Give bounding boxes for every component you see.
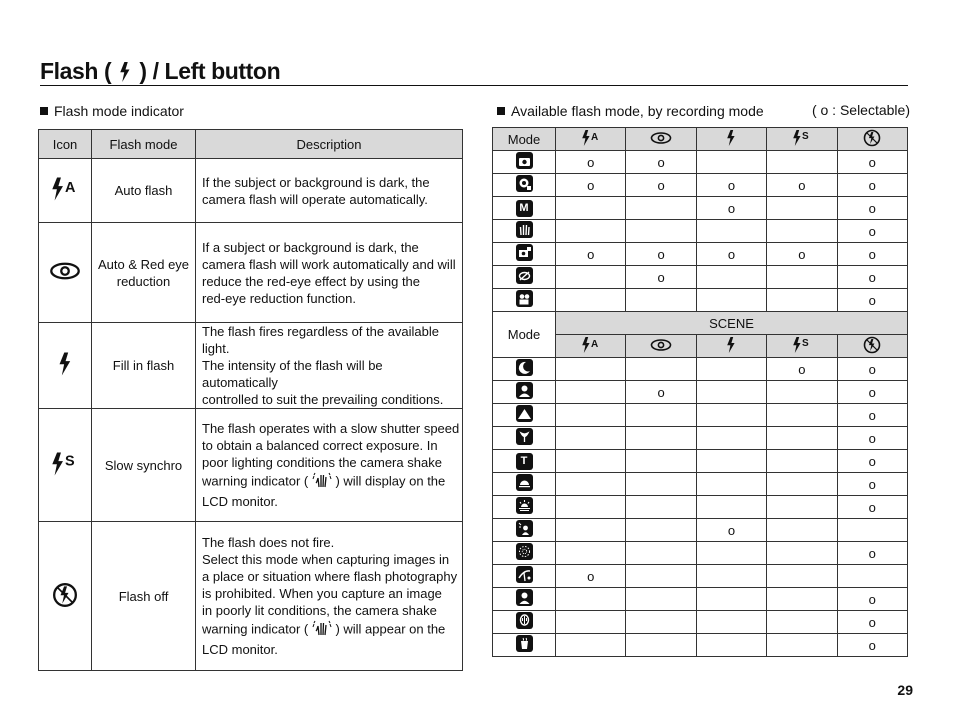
mode-icon-cell — [493, 266, 556, 289]
mode-row — [493, 427, 908, 450]
selectable-cell: o — [837, 611, 907, 634]
selectable-cell: o — [837, 427, 907, 450]
selectable-cell — [767, 473, 837, 496]
firework-icon — [516, 543, 533, 563]
flash-mode-label: Auto & Red eye — [97, 256, 190, 272]
mode-icon-cell — [493, 519, 556, 542]
selectable-cell — [767, 542, 837, 565]
flash-mode-row — [39, 223, 463, 323]
selectable-cell — [767, 151, 837, 174]
selectable-cell: o — [626, 381, 696, 404]
selectable-cell: o — [767, 243, 837, 266]
col-header-flash-mode: Flash mode — [92, 130, 196, 159]
selectable-cell: o — [837, 151, 907, 174]
selectable-cell: o — [696, 243, 766, 266]
selectable-cell: o — [837, 174, 907, 197]
selectable-cell: o — [556, 565, 626, 588]
sunset-icon — [516, 474, 533, 494]
flash-column-header — [626, 335, 696, 358]
fill-flash-icon — [118, 61, 132, 88]
selectable-cell: o — [556, 174, 626, 197]
page-number: 29 — [897, 682, 913, 698]
title-prefix: Flash ( — [40, 58, 112, 84]
bullet-square-icon — [497, 107, 505, 115]
selectable-cell: o — [837, 197, 907, 220]
mode-icon-cell — [493, 427, 556, 450]
selectable-cell: o — [696, 519, 766, 542]
selectable-cell — [767, 381, 837, 404]
description-cell — [196, 323, 463, 409]
portrait-icon — [516, 382, 533, 402]
flash-column-header — [767, 128, 837, 151]
selectable-cell — [556, 220, 626, 243]
icon-cell — [39, 223, 92, 323]
col-header-icon: Icon — [39, 130, 92, 159]
description-cell — [196, 223, 463, 323]
selectable-cell — [626, 450, 696, 473]
selectable-cell — [626, 473, 696, 496]
selectable-cell — [626, 427, 696, 450]
selectable-cell: o — [837, 358, 907, 381]
flash-mode-cell — [92, 522, 196, 671]
selectable-cell — [556, 542, 626, 565]
selectable-cell — [556, 427, 626, 450]
col-header-description: Description — [196, 130, 463, 159]
cafe-icon — [516, 635, 533, 655]
page-title — [40, 58, 280, 88]
mode-icon-cell — [493, 473, 556, 496]
selectable-cell — [626, 542, 696, 565]
beach-snow-icon — [516, 566, 533, 586]
landscape-icon — [516, 405, 533, 425]
mode-icon-cell — [493, 565, 556, 588]
selectable-cell — [767, 588, 837, 611]
bullet-square-icon — [40, 107, 48, 115]
mode-icon-cell — [493, 174, 556, 197]
flash-column-header — [696, 335, 766, 358]
selectable-cell — [767, 496, 837, 519]
program-icon — [516, 175, 533, 195]
mode-icon-cell — [493, 588, 556, 611]
description-line: The flash operates with a slow shutter speed — [202, 421, 460, 436]
svg-text:S: S — [801, 130, 809, 142]
mode-row — [493, 358, 908, 381]
self-shot-icon — [516, 589, 533, 609]
selectable-cell — [767, 289, 837, 312]
description-line: is prohibited. When you capture an image — [202, 586, 442, 601]
selectable-cell: o — [556, 243, 626, 266]
selectable-cell: o — [556, 151, 626, 174]
mode-row — [493, 243, 908, 266]
selectable-cell — [767, 611, 837, 634]
description-line: LCD monitor. — [202, 642, 278, 657]
svg-text:A: A — [590, 131, 598, 143]
selectable-cell: o — [837, 496, 907, 519]
selectable-cell: o — [837, 473, 907, 496]
description-line: red-eye reduction function. — [202, 290, 356, 306]
night-icon — [516, 359, 533, 379]
selectable-cell — [556, 588, 626, 611]
mode-row — [493, 151, 908, 174]
mode-row — [493, 496, 908, 519]
text-icon: T — [516, 453, 533, 470]
mode-row — [493, 220, 908, 243]
flash-mode-row — [39, 159, 463, 223]
flash-column-header — [556, 335, 626, 358]
scene-header-cell: SCENE — [556, 312, 908, 335]
flash-mode-cell — [92, 223, 196, 323]
selectable-cell — [696, 381, 766, 404]
selectable-cell — [626, 289, 696, 312]
selectable-cell — [626, 496, 696, 519]
flash-column-header — [696, 128, 766, 151]
icon-cell — [39, 522, 92, 671]
selectable-cell — [556, 634, 626, 657]
icon-cell — [39, 323, 92, 409]
mode-row — [493, 381, 908, 404]
mode-icon-cell — [493, 496, 556, 519]
camera-shake-icon — [312, 471, 332, 493]
mode-icon-cell — [493, 542, 556, 565]
mode-row — [493, 634, 908, 657]
selectable-cell: o — [837, 243, 907, 266]
mode-row — [493, 450, 908, 473]
description-cell — [196, 159, 463, 223]
selectable-cell — [696, 427, 766, 450]
selectable-cell — [767, 197, 837, 220]
selectable-cell: o — [626, 174, 696, 197]
description-line: The flash does not fire. — [202, 535, 335, 550]
mode-icon-cell — [493, 151, 556, 174]
mode-row — [493, 404, 908, 427]
description-line: The flash fires regardless of the available light. — [202, 324, 440, 356]
selectable-cell — [556, 450, 626, 473]
flash-column-header — [837, 128, 907, 151]
mode-icon-cell — [493, 450, 556, 473]
selectable-cell: o — [767, 358, 837, 381]
selectable-cell — [696, 611, 766, 634]
red-eye-icon — [49, 272, 81, 287]
selectable-cell: o — [837, 266, 907, 289]
mode-icon-cell — [493, 289, 556, 312]
selectable-cell — [626, 588, 696, 611]
selectable-cell — [556, 381, 626, 404]
camera-shake-icon — [312, 619, 332, 641]
flash-off-icon — [49, 596, 81, 611]
selectable-cell — [696, 496, 766, 519]
description-line: If a subject or background is dark, the — [202, 239, 419, 255]
selectable-cell — [696, 220, 766, 243]
flash-mode-label: Slow synchro — [104, 457, 183, 473]
mode-row — [493, 611, 908, 634]
scene-header-row — [493, 312, 908, 335]
description-line: in poorly lit conditions, the camera shake — [202, 603, 437, 618]
flash-header-row — [493, 335, 908, 358]
flash-off-icon — [861, 342, 883, 357]
mode-row — [493, 588, 908, 611]
selectable-cell — [626, 565, 696, 588]
right-section-label: Available flash mode, by recording mode — [511, 103, 764, 119]
flash-mode-indicator-heading — [40, 103, 184, 119]
available-flash-table — [492, 127, 908, 657]
selectable-cell — [767, 519, 837, 542]
selectable-cell — [767, 220, 837, 243]
selectable-cell — [556, 473, 626, 496]
selectable-cell: o — [626, 243, 696, 266]
selectable-cell: o — [837, 220, 907, 243]
flash-header-row — [493, 128, 908, 151]
flash-mode-row — [39, 409, 463, 522]
selectable-cell — [767, 427, 837, 450]
mode-row — [493, 473, 908, 496]
selectable-cell — [696, 358, 766, 381]
mode-icon-cell — [493, 381, 556, 404]
selectable-cell — [556, 496, 626, 519]
flash-auto-icon — [580, 338, 602, 357]
description-line: warning indicator ( ) will display on the — [202, 471, 462, 493]
mode-icon-cell — [493, 220, 556, 243]
flash-mode-label: reduction — [116, 273, 171, 289]
selectable-cell — [837, 519, 907, 542]
selectable-cell — [696, 634, 766, 657]
selectable-cell — [626, 519, 696, 542]
flash-column-header — [767, 335, 837, 358]
flash-mode-cell — [92, 409, 196, 522]
selectable-cell: o — [837, 634, 907, 657]
slow-synchro-icon — [791, 130, 813, 150]
selectable-cell — [556, 358, 626, 381]
flash-auto-icon — [49, 179, 81, 205]
flash-mode-table — [38, 129, 463, 671]
mode-icon-cell — [493, 243, 556, 266]
mode-row — [493, 565, 908, 588]
svg-text:A: A — [65, 179, 76, 196]
description-cell — [196, 409, 463, 522]
mode-row — [493, 197, 908, 220]
description-line: LCD monitor. — [202, 494, 278, 509]
selectable-cell — [696, 588, 766, 611]
mode-row — [493, 519, 908, 542]
dual-is-icon — [516, 221, 533, 241]
flash-mode-row — [39, 522, 463, 671]
selectable-cell — [767, 634, 837, 657]
selectable-cell — [626, 220, 696, 243]
selectable-cell — [696, 565, 766, 588]
flash-off-icon — [861, 135, 883, 150]
fill-flash-icon — [720, 342, 742, 357]
selectable-cell: o — [837, 450, 907, 473]
flash-column-header — [556, 128, 626, 151]
selectable-cell — [696, 289, 766, 312]
selectable-cell — [767, 450, 837, 473]
description-line: camera flash will operate automatically. — [202, 191, 428, 207]
manual-icon: M — [516, 200, 533, 217]
movie-icon — [516, 290, 533, 310]
selectable-cell — [626, 358, 696, 381]
selectable-cell — [626, 611, 696, 634]
mode-row — [493, 174, 908, 197]
selectable-cell — [556, 266, 626, 289]
flash-column-header — [626, 128, 696, 151]
mode-icon-cell — [493, 358, 556, 381]
selectable-note: ( o : Selectable) — [811, 102, 910, 118]
mode-row — [493, 289, 908, 312]
flash-mode-cell — [92, 159, 196, 223]
selectable-cell — [696, 151, 766, 174]
close-up-icon — [516, 428, 533, 448]
left-section-label: Flash mode indicator — [54, 103, 184, 119]
selectable-cell: o — [626, 266, 696, 289]
mode-icon-cell — [493, 611, 556, 634]
description-line: If the subject or background is dark, the — [202, 174, 430, 190]
flash-mode-label: Fill in flash — [112, 358, 175, 373]
selectable-cell: o — [767, 174, 837, 197]
mode-row — [493, 266, 908, 289]
flash-mode-label: Auto flash — [114, 183, 173, 198]
fill-flash-icon — [49, 365, 81, 380]
icon-cell — [39, 409, 92, 522]
description-line: poor lighting conditions the camera shake — [202, 455, 442, 470]
selectable-cell — [556, 404, 626, 427]
slow-synchro-icon — [49, 452, 81, 480]
selectable-cell — [696, 450, 766, 473]
mode-icon-cell — [493, 197, 556, 220]
svg-text:A: A — [590, 338, 598, 350]
flash-mode-cell — [92, 323, 196, 409]
icon-cell — [39, 159, 92, 223]
dawn-icon — [516, 497, 533, 517]
description-line: reduce the red-eye effect by using the — [202, 273, 421, 289]
selectable-cell — [696, 266, 766, 289]
slow-synchro-icon — [791, 337, 813, 357]
selectable-cell — [626, 197, 696, 220]
selectable-cell — [556, 611, 626, 634]
selectable-cell — [837, 565, 907, 588]
selectable-cell — [556, 519, 626, 542]
selectable-cell: o — [837, 404, 907, 427]
mode-header-cell: Mode — [493, 128, 556, 151]
selectable-cell: o — [837, 289, 907, 312]
selectable-cell — [767, 404, 837, 427]
selectable-cell: o — [696, 197, 766, 220]
description-line: a place or situation where flash photography — [202, 569, 458, 584]
mode-icon-cell — [493, 634, 556, 657]
description-line: The intensity of the flash will be automatically — [202, 358, 383, 390]
red-eye-icon — [650, 135, 672, 150]
flash-column-header — [837, 335, 907, 358]
description-line: controlled to suit the prevailing conditions. — [202, 392, 444, 407]
backlight-icon — [516, 520, 533, 540]
description-line: to obtain a balanced correct exposure. In — [202, 438, 438, 453]
fill-flash-icon — [720, 135, 742, 150]
selectable-cell — [556, 289, 626, 312]
description-line: camera flash will work automatically and will — [202, 256, 456, 272]
selectable-cell: o — [837, 381, 907, 404]
flash-mode-label: Flash off — [118, 588, 169, 604]
title-rule — [40, 85, 908, 86]
selectable-cell — [696, 473, 766, 496]
flash-auto-icon — [580, 131, 602, 150]
selectable-cell — [767, 565, 837, 588]
selectable-cell: o — [837, 588, 907, 611]
camera-auto-icon — [516, 152, 533, 172]
description-line: warning indicator ( ) will appear on the — [202, 619, 462, 641]
red-eye-icon — [650, 342, 672, 357]
food-icon — [516, 612, 533, 632]
selectable-cell: o — [626, 151, 696, 174]
svg-text:S: S — [65, 452, 75, 469]
selectable-cell — [556, 197, 626, 220]
description-cell — [196, 522, 463, 671]
mode-row — [493, 542, 908, 565]
flash-mode-row — [39, 323, 463, 409]
selectable-cell — [626, 634, 696, 657]
mode-icon-cell — [493, 404, 556, 427]
selectable-cell: o — [837, 542, 907, 565]
selectable-cell: o — [696, 174, 766, 197]
selectable-cell — [767, 266, 837, 289]
selectable-cell — [696, 404, 766, 427]
available-flash-heading — [497, 103, 764, 119]
selectable-cell — [626, 404, 696, 427]
beauty-shot-icon — [516, 267, 533, 287]
description-line: Select this mode when capturing images in — [202, 552, 450, 567]
title-suffix: ) / Left button — [139, 58, 281, 84]
mode-header-cell: Mode — [493, 312, 556, 358]
selectable-cell — [696, 542, 766, 565]
photo-help-icon — [516, 244, 533, 264]
svg-text:S: S — [801, 337, 809, 349]
